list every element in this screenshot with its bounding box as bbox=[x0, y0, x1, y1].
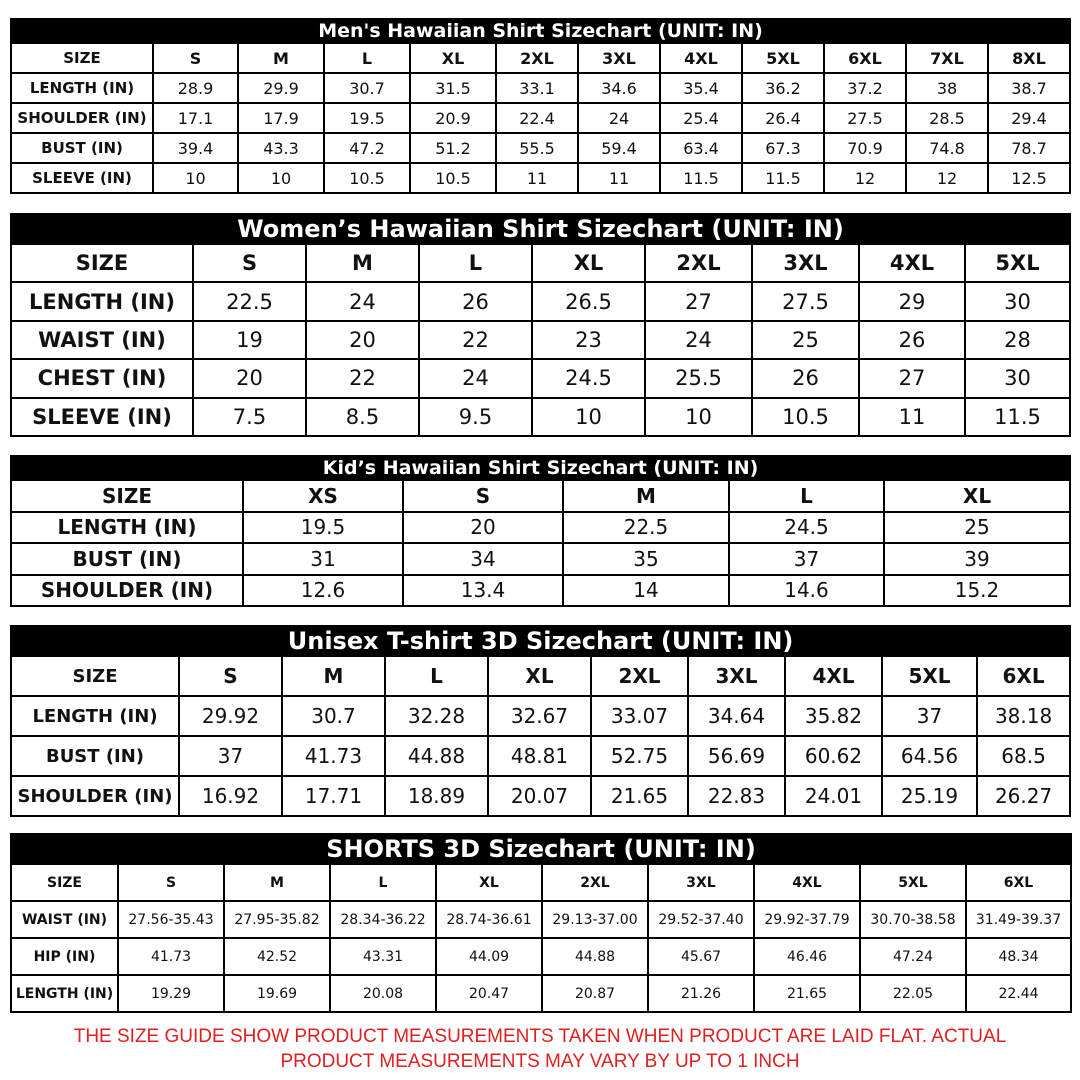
size-header-cell: M bbox=[282, 656, 385, 696]
measurement-value: 29.4 bbox=[988, 103, 1070, 133]
measurement-value: 36.2 bbox=[742, 73, 824, 103]
measurement-value: 17.1 bbox=[153, 103, 238, 133]
measurement-value: 17.71 bbox=[282, 776, 385, 816]
measurement-value: 26.5 bbox=[532, 282, 645, 320]
measurement-value: 51.2 bbox=[410, 133, 496, 163]
measurement-value: 22 bbox=[419, 321, 532, 359]
measurement-value: 12 bbox=[824, 163, 906, 193]
size-header-cell: XL bbox=[488, 656, 591, 696]
measurement-label: BUST (IN) bbox=[11, 543, 243, 575]
measurement-value: 29.92-37.79 bbox=[754, 901, 860, 938]
measurement-label: BUST (IN) bbox=[11, 133, 153, 163]
measurement-value: 27 bbox=[859, 359, 965, 397]
table-row bbox=[11, 736, 1070, 776]
measurement-value: 27.5 bbox=[752, 282, 859, 320]
table-title-row bbox=[11, 214, 1070, 244]
measurement-value: 55.5 bbox=[496, 133, 578, 163]
measurement-label: BUST (IN) bbox=[11, 736, 179, 776]
table-title-row bbox=[11, 456, 1070, 480]
size-header-cell: 5XL bbox=[742, 43, 824, 73]
table-row bbox=[11, 103, 1070, 133]
table-row bbox=[11, 938, 1071, 975]
size-header-cell: L bbox=[419, 244, 532, 282]
size-header-cell: 7XL bbox=[906, 43, 988, 73]
measurement-label: LENGTH (IN) bbox=[11, 696, 179, 736]
measurement-value: 52.75 bbox=[591, 736, 688, 776]
table-row bbox=[11, 776, 1070, 816]
measurement-value: 11.5 bbox=[965, 398, 1070, 436]
measurement-value: 34.6 bbox=[578, 73, 660, 103]
measurement-value: 11.5 bbox=[660, 163, 742, 193]
size-header-cell: 4XL bbox=[754, 864, 860, 901]
measurement-value: 26 bbox=[752, 359, 859, 397]
measurement-value: 24 bbox=[645, 321, 752, 359]
measurement-label: LENGTH (IN) bbox=[11, 282, 193, 320]
measurement-value: 31.5 bbox=[410, 73, 496, 103]
size-header-cell: 4XL bbox=[785, 656, 882, 696]
size-header-cell: XL bbox=[436, 864, 542, 901]
measurement-value: 31.49-39.37 bbox=[966, 901, 1071, 938]
measurement-value: 20.9 bbox=[410, 103, 496, 133]
measurement-value: 78.7 bbox=[988, 133, 1070, 163]
size-header-label: SIZE bbox=[11, 244, 193, 282]
measurement-value: 24.01 bbox=[785, 776, 882, 816]
size-header-cell: 2XL bbox=[591, 656, 688, 696]
table-row bbox=[11, 575, 1070, 607]
measurement-value: 19.29 bbox=[118, 975, 224, 1012]
chart-title: SHORTS 3D Sizechart (UNIT: IN) bbox=[11, 834, 1071, 864]
measurement-label: HIP (IN) bbox=[11, 938, 118, 975]
measurement-value: 28.74-36.61 bbox=[436, 901, 542, 938]
measurement-value: 30.7 bbox=[282, 696, 385, 736]
table-row bbox=[11, 163, 1070, 193]
table-row bbox=[11, 73, 1070, 103]
measurement-label: SLEEVE (IN) bbox=[11, 398, 193, 436]
measurement-value: 15.2 bbox=[884, 575, 1070, 607]
measurement-value: 21.65 bbox=[591, 776, 688, 816]
womens-hawaiian-size-chart bbox=[10, 213, 1069, 437]
measurement-value: 48.81 bbox=[488, 736, 591, 776]
measurement-value: 35.82 bbox=[785, 696, 882, 736]
size-header-cell: S bbox=[193, 244, 306, 282]
measurement-value: 24 bbox=[578, 103, 660, 133]
measurement-value: 11 bbox=[496, 163, 578, 193]
size-header-label: SIZE bbox=[11, 656, 179, 696]
size-header-row bbox=[11, 864, 1071, 901]
measurement-value: 37.2 bbox=[824, 73, 906, 103]
measurement-value: 29.92 bbox=[179, 696, 282, 736]
measurement-value: 34.64 bbox=[688, 696, 785, 736]
measurement-value: 25.5 bbox=[645, 359, 752, 397]
kids-hawaiian-size-chart bbox=[10, 455, 1069, 607]
chart-title: Women’s Hawaiian Shirt Sizechart (UNIT: IN) bbox=[11, 214, 1070, 244]
measurement-value: 14.6 bbox=[729, 575, 884, 607]
table-row bbox=[11, 901, 1071, 938]
table-row bbox=[11, 359, 1070, 397]
measurement-label: WAIST (IN) bbox=[11, 901, 118, 938]
measurement-value: 22.05 bbox=[860, 975, 966, 1012]
measurement-label: SHOULDER (IN) bbox=[11, 575, 243, 607]
measurement-value: 35 bbox=[563, 543, 729, 575]
size-header-cell: XL bbox=[410, 43, 496, 73]
measurement-value: 41.73 bbox=[282, 736, 385, 776]
measurement-value: 19.5 bbox=[243, 512, 403, 544]
measurement-label: SLEEVE (IN) bbox=[11, 163, 153, 193]
measurement-value: 33.07 bbox=[591, 696, 688, 736]
size-table bbox=[10, 213, 1071, 437]
size-header-cell: 3XL bbox=[648, 864, 754, 901]
measurement-value: 31 bbox=[243, 543, 403, 575]
measurement-disclaimer bbox=[0, 1024, 1080, 1074]
size-header-cell: L bbox=[324, 43, 410, 73]
measurement-value: 56.69 bbox=[688, 736, 785, 776]
size-header-cell: 4XL bbox=[859, 244, 965, 282]
measurement-value: 10 bbox=[645, 398, 752, 436]
measurement-value: 19.5 bbox=[324, 103, 410, 133]
measurement-value: 46.46 bbox=[754, 938, 860, 975]
table-title-row bbox=[11, 626, 1070, 656]
measurement-value: 26 bbox=[419, 282, 532, 320]
unisex-tshirt-size-chart bbox=[10, 625, 1069, 817]
measurement-value: 26.4 bbox=[742, 103, 824, 133]
measurement-label: CHEST (IN) bbox=[11, 359, 193, 397]
size-header-cell: M bbox=[306, 244, 419, 282]
measurement-value: 41.73 bbox=[118, 938, 224, 975]
measurement-value: 30.7 bbox=[324, 73, 410, 103]
size-header-cell: S bbox=[153, 43, 238, 73]
measurement-value: 24 bbox=[419, 359, 532, 397]
measurement-value: 43.3 bbox=[238, 133, 324, 163]
measurement-value: 10 bbox=[238, 163, 324, 193]
measurement-value: 37 bbox=[179, 736, 282, 776]
size-header-cell: 3XL bbox=[578, 43, 660, 73]
table-row bbox=[11, 133, 1070, 163]
measurement-value: 26 bbox=[859, 321, 965, 359]
measurement-value: 16.92 bbox=[179, 776, 282, 816]
measurement-value: 25.4 bbox=[660, 103, 742, 133]
measurement-value: 20 bbox=[193, 359, 306, 397]
measurement-label: LENGTH (IN) bbox=[11, 975, 118, 1012]
size-header-cell: L bbox=[729, 480, 884, 512]
measurement-value: 29 bbox=[859, 282, 965, 320]
size-header-cell: S bbox=[118, 864, 224, 901]
size-table bbox=[10, 455, 1071, 607]
mens-hawaiian-size-chart bbox=[10, 18, 1069, 194]
measurement-value: 32.28 bbox=[385, 696, 488, 736]
measurement-value: 39.4 bbox=[153, 133, 238, 163]
chart-title: Men's Hawaiian Shirt Sizechart (UNIT: IN) bbox=[11, 19, 1070, 43]
measurement-label: SHOULDER (IN) bbox=[11, 103, 153, 133]
measurement-value: 13.4 bbox=[403, 575, 563, 607]
size-header-label: SIZE bbox=[11, 480, 243, 512]
size-table bbox=[10, 833, 1072, 1013]
measurement-value: 9.5 bbox=[419, 398, 532, 436]
size-header-cell: XL bbox=[884, 480, 1070, 512]
size-header-row bbox=[11, 656, 1070, 696]
size-header-cell: 3XL bbox=[752, 244, 859, 282]
measurement-value: 24.5 bbox=[729, 512, 884, 544]
measurement-value: 28.34-36.22 bbox=[330, 901, 436, 938]
measurement-value: 20.08 bbox=[330, 975, 436, 1012]
table-row bbox=[11, 282, 1070, 320]
measurement-value: 25.19 bbox=[882, 776, 977, 816]
table-row bbox=[11, 543, 1070, 575]
measurement-value: 48.34 bbox=[966, 938, 1071, 975]
measurement-value: 37 bbox=[729, 543, 884, 575]
size-header-row bbox=[11, 244, 1070, 282]
size-header-row bbox=[11, 480, 1070, 512]
measurement-value: 42.52 bbox=[224, 938, 330, 975]
measurement-value: 44.09 bbox=[436, 938, 542, 975]
measurement-value: 67.3 bbox=[742, 133, 824, 163]
measurement-value: 30 bbox=[965, 359, 1070, 397]
size-table bbox=[10, 625, 1071, 817]
measurement-value: 22.44 bbox=[966, 975, 1071, 1012]
size-header-cell: 2XL bbox=[496, 43, 578, 73]
measurement-value: 8.5 bbox=[306, 398, 419, 436]
size-header-cell: M bbox=[563, 480, 729, 512]
measurement-value: 17.9 bbox=[238, 103, 324, 133]
table-row bbox=[11, 321, 1070, 359]
table-title-row bbox=[11, 19, 1070, 43]
measurement-value: 39 bbox=[884, 543, 1070, 575]
table-row bbox=[11, 975, 1071, 1012]
measurement-value: 70.9 bbox=[824, 133, 906, 163]
measurement-value: 29.52-37.40 bbox=[648, 901, 754, 938]
measurement-value: 37 bbox=[882, 696, 977, 736]
measurement-value: 27.95-35.82 bbox=[224, 901, 330, 938]
measurement-value: 24.5 bbox=[532, 359, 645, 397]
measurement-value: 47.2 bbox=[324, 133, 410, 163]
measurement-value: 29.9 bbox=[238, 73, 324, 103]
measurement-value: 7.5 bbox=[193, 398, 306, 436]
size-header-label: SIZE bbox=[11, 43, 153, 73]
measurement-value: 44.88 bbox=[542, 938, 648, 975]
size-header-cell: XS bbox=[243, 480, 403, 512]
measurement-value: 11.5 bbox=[742, 163, 824, 193]
size-header-cell: 8XL bbox=[988, 43, 1070, 73]
size-header-cell: 5XL bbox=[965, 244, 1070, 282]
chart-title: Unisex T-shirt 3D Sizechart (UNIT: IN) bbox=[11, 626, 1070, 656]
measurement-value: 19 bbox=[193, 321, 306, 359]
measurement-value: 29.13-37.00 bbox=[542, 901, 648, 938]
measurement-value: 12 bbox=[906, 163, 988, 193]
size-header-cell: 5XL bbox=[882, 656, 977, 696]
shorts-size-chart bbox=[10, 833, 1069, 1013]
measurement-value: 28.9 bbox=[153, 73, 238, 103]
measurement-value: 35.4 bbox=[660, 73, 742, 103]
measurement-value: 34 bbox=[403, 543, 563, 575]
measurement-label: SHOULDER (IN) bbox=[11, 776, 179, 816]
measurement-value: 22.83 bbox=[688, 776, 785, 816]
size-header-row bbox=[11, 43, 1070, 73]
measurement-value: 11 bbox=[578, 163, 660, 193]
measurement-value: 10.5 bbox=[410, 163, 496, 193]
size-header-cell: M bbox=[238, 43, 324, 73]
measurement-value: 30.70-38.58 bbox=[860, 901, 966, 938]
size-header-cell: 4XL bbox=[660, 43, 742, 73]
size-header-cell: XL bbox=[532, 244, 645, 282]
measurement-label: LENGTH (IN) bbox=[11, 73, 153, 103]
measurement-value: 28.5 bbox=[906, 103, 988, 133]
size-header-cell: 6XL bbox=[966, 864, 1071, 901]
measurement-value: 10 bbox=[153, 163, 238, 193]
measurement-label: WAIST (IN) bbox=[11, 321, 193, 359]
size-header-label: SIZE bbox=[11, 864, 118, 901]
measurement-value: 21.26 bbox=[648, 975, 754, 1012]
measurement-value: 19.69 bbox=[224, 975, 330, 1012]
measurement-value: 12.5 bbox=[988, 163, 1070, 193]
measurement-value: 60.62 bbox=[785, 736, 882, 776]
measurement-value: 63.4 bbox=[660, 133, 742, 163]
measurement-value: 38.18 bbox=[977, 696, 1070, 736]
disclaimer-line-2: PRODUCT MEASUREMENTS MAY VARY BY UP TO 1 INCH bbox=[280, 1051, 800, 1072]
size-header-cell: L bbox=[385, 656, 488, 696]
measurement-value: 59.4 bbox=[578, 133, 660, 163]
size-table bbox=[10, 18, 1071, 194]
measurement-label: LENGTH (IN) bbox=[11, 512, 243, 544]
size-header-cell: 6XL bbox=[977, 656, 1070, 696]
measurement-value: 74.8 bbox=[906, 133, 988, 163]
table-title-row bbox=[11, 834, 1071, 864]
measurement-value: 25 bbox=[752, 321, 859, 359]
size-header-cell: 3XL bbox=[688, 656, 785, 696]
size-header-cell: 5XL bbox=[860, 864, 966, 901]
measurement-value: 22.4 bbox=[496, 103, 578, 133]
size-header-cell: 6XL bbox=[824, 43, 906, 73]
measurement-value: 18.89 bbox=[385, 776, 488, 816]
measurement-value: 22 bbox=[306, 359, 419, 397]
measurement-value: 14 bbox=[563, 575, 729, 607]
measurement-value: 30 bbox=[965, 282, 1070, 320]
measurement-value: 20.87 bbox=[542, 975, 648, 1012]
measurement-value: 10 bbox=[532, 398, 645, 436]
measurement-value: 25 bbox=[884, 512, 1070, 544]
measurement-value: 20.07 bbox=[488, 776, 591, 816]
measurement-value: 27 bbox=[645, 282, 752, 320]
size-header-cell: M bbox=[224, 864, 330, 901]
table-row bbox=[11, 398, 1070, 436]
measurement-value: 11 bbox=[859, 398, 965, 436]
measurement-value: 32.67 bbox=[488, 696, 591, 736]
measurement-value: 33.1 bbox=[496, 73, 578, 103]
measurement-value: 28 bbox=[965, 321, 1070, 359]
table-row bbox=[11, 696, 1070, 736]
measurement-value: 22.5 bbox=[193, 282, 306, 320]
size-header-cell: 2XL bbox=[542, 864, 648, 901]
measurement-value: 20 bbox=[403, 512, 563, 544]
chart-title: Kid’s Hawaiian Shirt Sizechart (UNIT: IN) bbox=[11, 456, 1070, 480]
measurement-value: 64.56 bbox=[882, 736, 977, 776]
measurement-value: 23 bbox=[532, 321, 645, 359]
measurement-value: 21.65 bbox=[754, 975, 860, 1012]
measurement-value: 24 bbox=[306, 282, 419, 320]
measurement-value: 20.47 bbox=[436, 975, 542, 1012]
measurement-value: 10.5 bbox=[324, 163, 410, 193]
measurement-value: 68.5 bbox=[977, 736, 1070, 776]
size-header-cell: S bbox=[179, 656, 282, 696]
measurement-value: 38 bbox=[906, 73, 988, 103]
measurement-value: 20 bbox=[306, 321, 419, 359]
table-row bbox=[11, 512, 1070, 544]
size-header-cell: L bbox=[330, 864, 436, 901]
measurement-value: 27.56-35.43 bbox=[118, 901, 224, 938]
disclaimer-line-1: THE SIZE GUIDE SHOW PRODUCT MEASUREMENTS TAKEN WHEN PRODUCT ARE LAID FLAT. ACTUAL bbox=[73, 1026, 1007, 1047]
size-header-cell: 2XL bbox=[645, 244, 752, 282]
measurement-value: 43.31 bbox=[330, 938, 436, 975]
measurement-value: 44.88 bbox=[385, 736, 488, 776]
measurement-value: 45.67 bbox=[648, 938, 754, 975]
measurement-value: 22.5 bbox=[563, 512, 729, 544]
measurement-value: 38.7 bbox=[988, 73, 1070, 103]
size-header-cell: S bbox=[403, 480, 563, 512]
measurement-value: 26.27 bbox=[977, 776, 1070, 816]
measurement-value: 47.24 bbox=[860, 938, 966, 975]
measurement-value: 10.5 bbox=[752, 398, 859, 436]
measurement-value: 12.6 bbox=[243, 575, 403, 607]
measurement-value: 27.5 bbox=[824, 103, 906, 133]
